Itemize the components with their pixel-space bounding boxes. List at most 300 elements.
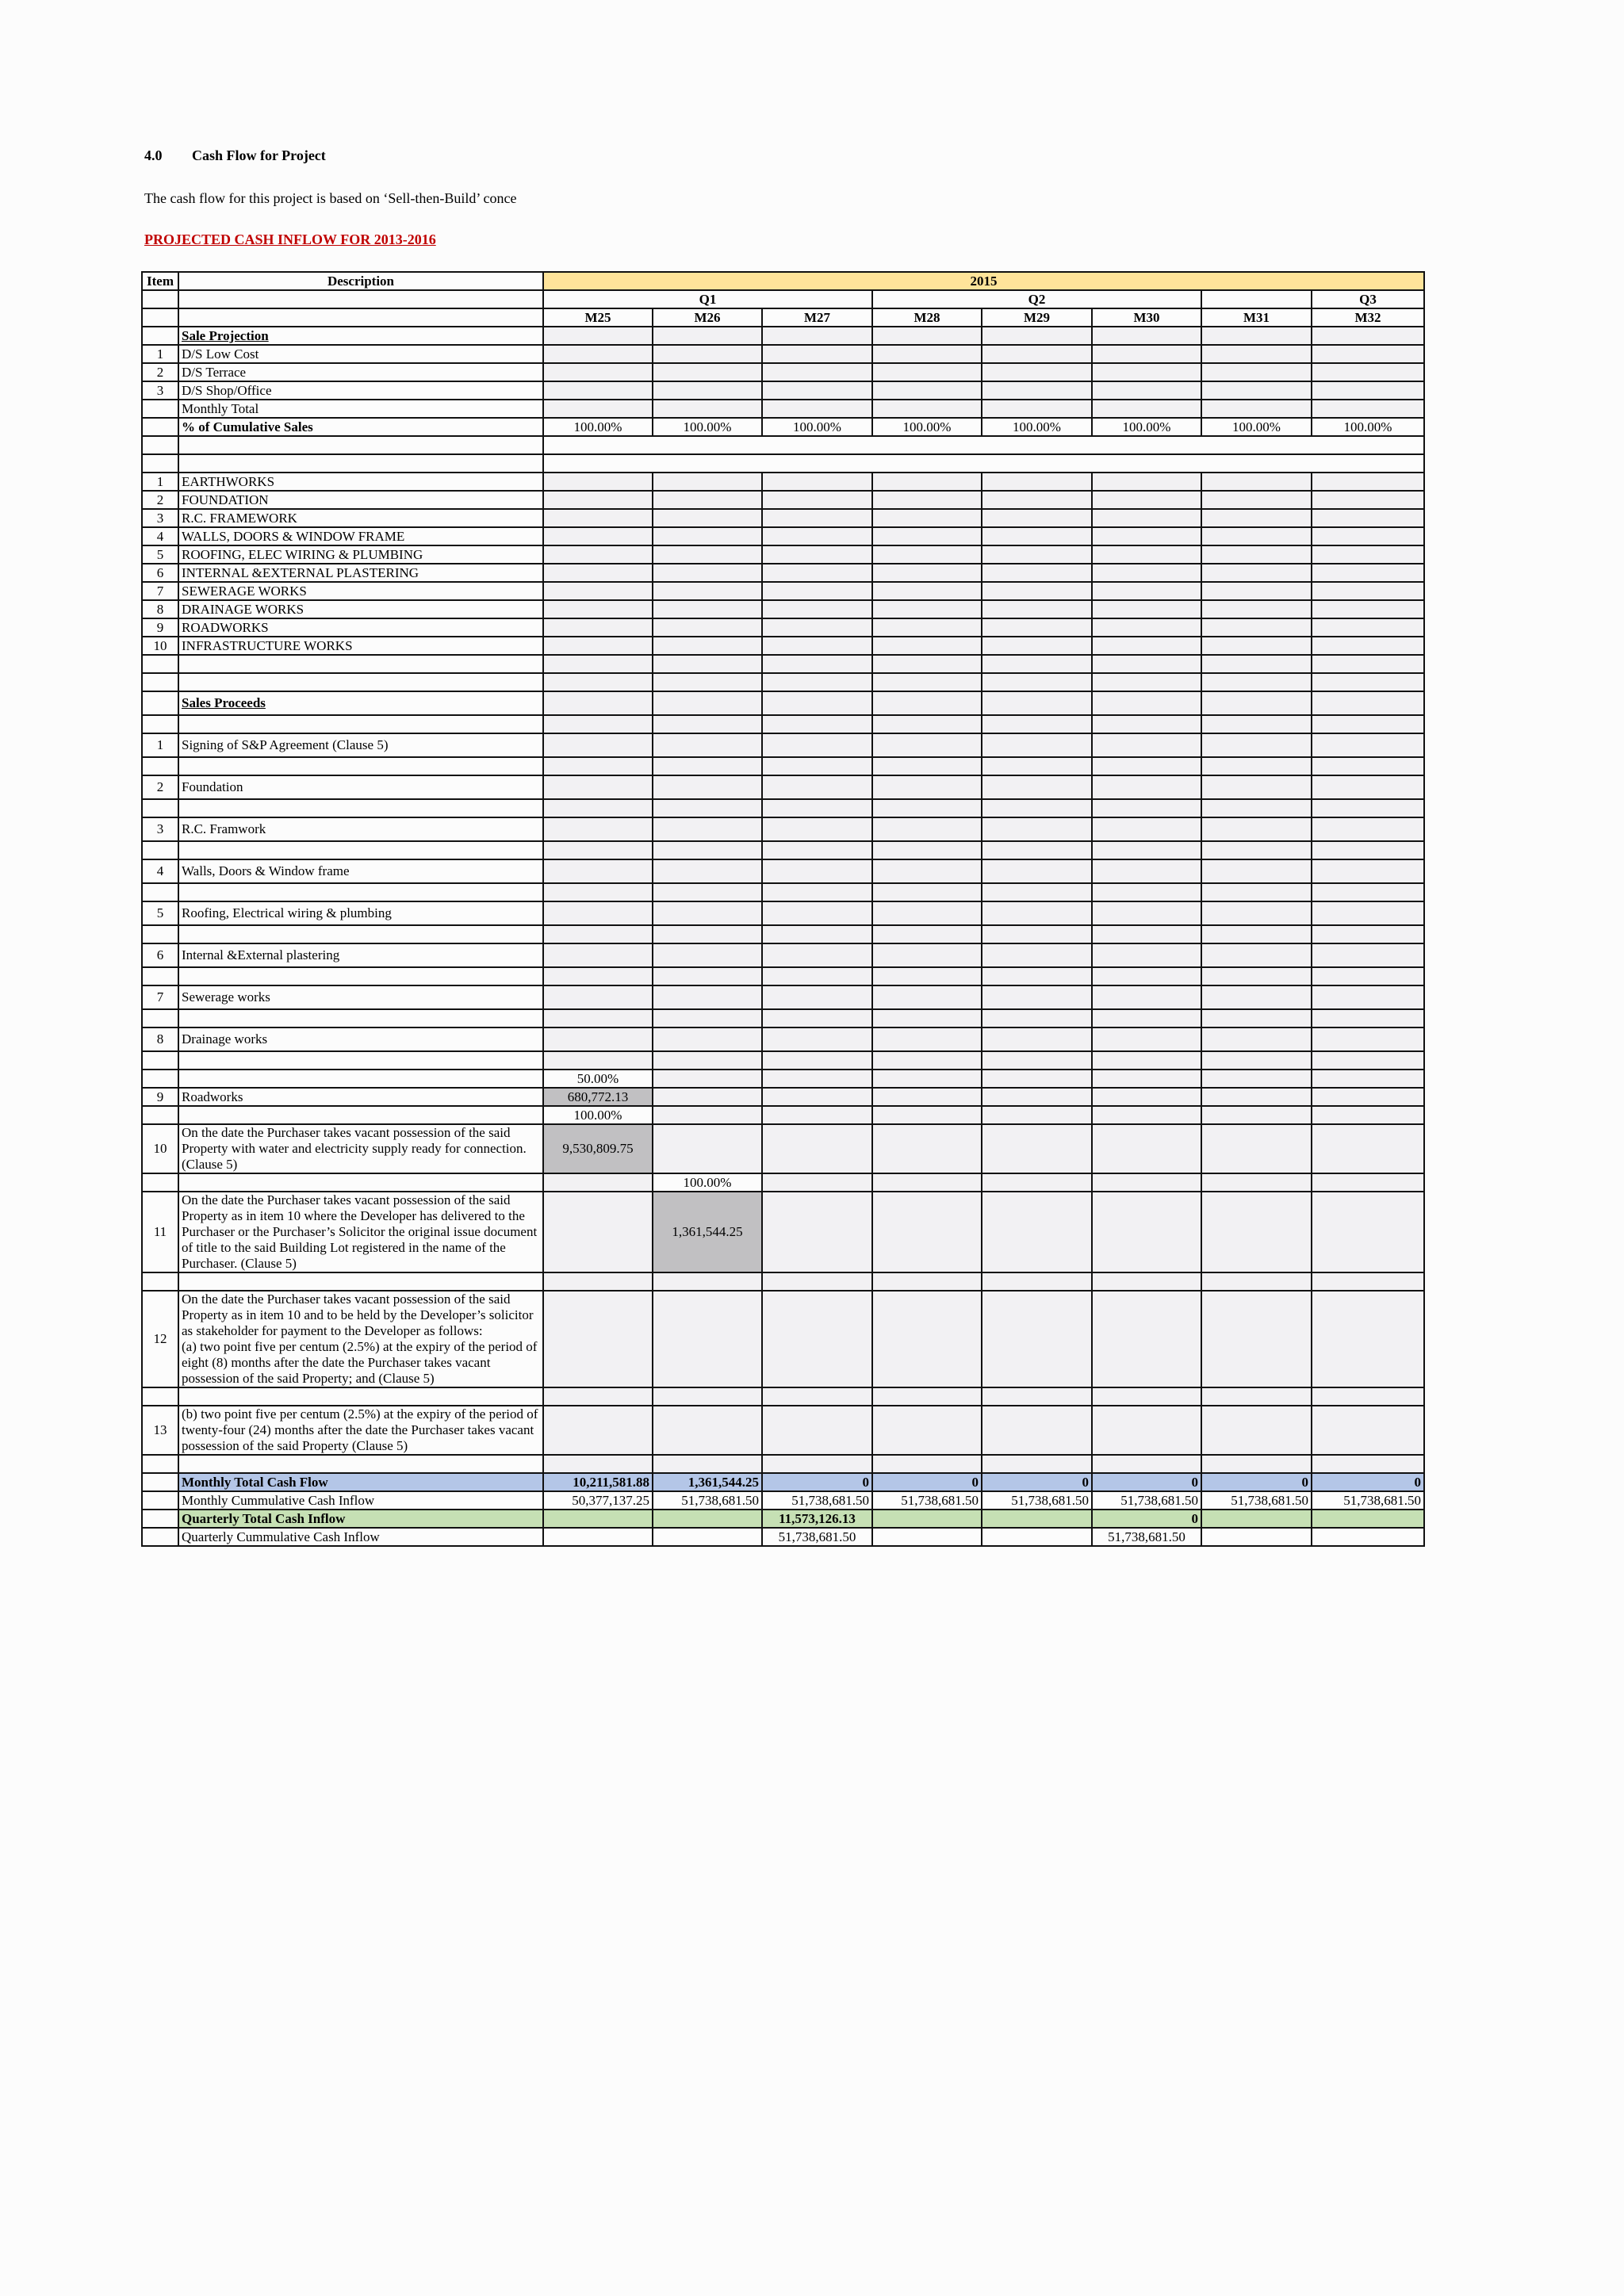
month-cell bbox=[1312, 1027, 1424, 1051]
month-cell bbox=[982, 1291, 1092, 1387]
item-cell bbox=[142, 1510, 178, 1528]
month-cell bbox=[1092, 691, 1201, 715]
item-cell: 4 bbox=[142, 527, 178, 545]
month-cell bbox=[653, 1272, 762, 1291]
month-cell bbox=[762, 925, 872, 943]
month-cell bbox=[1312, 473, 1424, 491]
quarterly-cumulative-q1: 51,738,681.50 bbox=[762, 1528, 872, 1546]
month-cell bbox=[653, 1291, 762, 1387]
month-cell bbox=[982, 967, 1092, 985]
month-cell bbox=[1312, 363, 1424, 381]
month-cell bbox=[982, 363, 1092, 381]
month-cell bbox=[872, 859, 982, 883]
description-cell: Internal &External plastering bbox=[178, 943, 543, 967]
description-cell: % of Cumulative Sales bbox=[178, 418, 543, 436]
monthly-total-value: 0 bbox=[982, 1473, 1092, 1491]
works-row bbox=[142, 545, 1424, 564]
description-cell: Roofing, Electrical wiring & plumbing bbox=[178, 901, 543, 925]
blank-row bbox=[142, 1009, 1424, 1027]
month-header: M30 bbox=[1092, 308, 1201, 327]
header-year: 2015 bbox=[543, 272, 1424, 290]
month-cell bbox=[982, 527, 1092, 545]
description-cell: DRAINAGE WORKS bbox=[178, 600, 543, 618]
month-cell bbox=[1092, 327, 1201, 345]
month-cell bbox=[1092, 473, 1201, 491]
description-cell: R.C. Framwork bbox=[178, 817, 543, 841]
month-cell bbox=[653, 943, 762, 967]
month-cell bbox=[762, 817, 872, 841]
month-cell bbox=[1312, 859, 1424, 883]
month-cell bbox=[543, 582, 653, 600]
month-cell bbox=[653, 582, 762, 600]
month-cell bbox=[1201, 509, 1312, 527]
month-cell bbox=[982, 1051, 1092, 1070]
month-cell bbox=[653, 1009, 762, 1027]
month-cell bbox=[1312, 715, 1424, 733]
sales-proceeds-title: Sales Proceeds bbox=[178, 691, 543, 715]
month-cell bbox=[1201, 381, 1312, 400]
monthly-total-value: 10,211,581.88 bbox=[543, 1473, 653, 1491]
month-cell bbox=[762, 1027, 872, 1051]
sale-row bbox=[142, 381, 1424, 400]
month-cell bbox=[872, 345, 982, 363]
month-cell bbox=[1312, 799, 1424, 817]
month-cell bbox=[1312, 655, 1424, 673]
works-row bbox=[142, 637, 1424, 655]
month-cell bbox=[982, 509, 1092, 527]
month-cell bbox=[982, 883, 1092, 901]
sale-row bbox=[142, 363, 1424, 381]
header-row bbox=[142, 272, 1424, 290]
blank-row bbox=[142, 715, 1424, 733]
month-cell bbox=[1201, 1009, 1312, 1027]
month-cell bbox=[872, 381, 982, 400]
monthly-total-value: 1,361,544.25 bbox=[653, 1473, 762, 1491]
description-cell bbox=[178, 454, 543, 473]
description-cell: Quarterly Total Cash Inflow bbox=[178, 1510, 543, 1528]
month-cell bbox=[1092, 901, 1201, 925]
description-cell bbox=[178, 1387, 543, 1406]
month-cell bbox=[1312, 564, 1424, 582]
month-cell bbox=[762, 715, 872, 733]
item-cell bbox=[142, 1473, 178, 1491]
month-cell bbox=[543, 943, 653, 967]
month-cell bbox=[1092, 817, 1201, 841]
month-cell bbox=[543, 925, 653, 943]
works-row bbox=[142, 473, 1424, 491]
month-cell bbox=[1201, 925, 1312, 943]
item-cell: 12 bbox=[142, 1291, 178, 1387]
month-cell bbox=[872, 1070, 982, 1088]
month-cell bbox=[1092, 1272, 1201, 1291]
proceeds-row bbox=[142, 1027, 1424, 1051]
month-cell bbox=[1312, 1070, 1424, 1088]
month-cell bbox=[543, 527, 653, 545]
description-cell: INTERNAL &EXTERNAL PLASTERING bbox=[178, 564, 543, 582]
month-cell bbox=[543, 841, 653, 859]
month-cell bbox=[1312, 943, 1424, 967]
month-cell bbox=[1201, 1070, 1312, 1088]
month-cell bbox=[762, 673, 872, 691]
month-cell bbox=[1201, 1406, 1312, 1455]
month-cell bbox=[1312, 1291, 1424, 1387]
item-cell bbox=[142, 925, 178, 943]
blank-row bbox=[142, 1051, 1424, 1070]
month-cell bbox=[653, 1070, 762, 1088]
month-cell bbox=[1312, 509, 1424, 527]
month-cell bbox=[982, 345, 1092, 363]
month-cell bbox=[872, 1272, 982, 1291]
month-cell bbox=[762, 509, 872, 527]
item-cell bbox=[142, 967, 178, 985]
month-cell bbox=[1092, 1027, 1201, 1051]
month-cell bbox=[762, 859, 872, 883]
header-item: Item bbox=[142, 272, 178, 290]
description-cell bbox=[178, 925, 543, 943]
month-cell bbox=[762, 637, 872, 655]
month-cell bbox=[1201, 1088, 1312, 1106]
section-title: Cash Flow for Project bbox=[192, 147, 326, 163]
item-cell bbox=[142, 1272, 178, 1291]
month-cell bbox=[653, 883, 762, 901]
month-cell bbox=[1201, 1106, 1312, 1124]
month-cell bbox=[982, 1455, 1092, 1473]
month-cell bbox=[653, 691, 762, 715]
monthly-total-row bbox=[142, 400, 1424, 418]
month-cell bbox=[653, 509, 762, 527]
month-cell bbox=[1092, 1124, 1201, 1173]
month-cell bbox=[1312, 841, 1424, 859]
month-cell bbox=[762, 345, 872, 363]
month-cell bbox=[872, 327, 982, 345]
cumulative-value: 100.00% bbox=[982, 418, 1092, 436]
item-cell: 2 bbox=[142, 363, 178, 381]
month-cell bbox=[762, 582, 872, 600]
month-cell bbox=[653, 327, 762, 345]
month-cell bbox=[982, 943, 1092, 967]
item13-row bbox=[142, 1406, 1424, 1455]
item-cell bbox=[142, 1528, 178, 1546]
month-cell bbox=[762, 1291, 872, 1387]
description-cell: Walls, Doors & Window frame bbox=[178, 859, 543, 883]
month-cell bbox=[543, 564, 653, 582]
description-cell: EARTHWORKS bbox=[178, 473, 543, 491]
month-cell bbox=[982, 673, 1092, 691]
month-cell bbox=[543, 985, 653, 1009]
item-cell bbox=[142, 1387, 178, 1406]
month-cell bbox=[1201, 345, 1312, 363]
sale-projection-title-row bbox=[142, 327, 1424, 345]
month-cell bbox=[872, 799, 982, 817]
roadworks-pct: 50.00% bbox=[543, 1070, 653, 1088]
monthly-cumulative-value: 51,738,681.50 bbox=[653, 1491, 762, 1510]
month-cell bbox=[1312, 345, 1424, 363]
item-cell bbox=[142, 883, 178, 901]
item-cell: 9 bbox=[142, 618, 178, 637]
month-cell bbox=[1201, 817, 1312, 841]
month-cell bbox=[872, 715, 982, 733]
monthly-cumulative-row bbox=[142, 1491, 1424, 1510]
month-cell bbox=[1092, 883, 1201, 901]
item-cell: 10 bbox=[142, 637, 178, 655]
month-cell bbox=[872, 775, 982, 799]
month-cell bbox=[653, 1455, 762, 1473]
month-cell bbox=[1312, 1173, 1424, 1192]
month-cell bbox=[1092, 618, 1201, 637]
cumulative-value: 100.00% bbox=[653, 418, 762, 436]
item-cell bbox=[142, 400, 178, 418]
works-row bbox=[142, 527, 1424, 545]
month-cell bbox=[872, 925, 982, 943]
month-header: M32 bbox=[1312, 308, 1424, 327]
item-cell: 6 bbox=[142, 564, 178, 582]
month-cell bbox=[1201, 859, 1312, 883]
month-cell bbox=[982, 1009, 1092, 1027]
month-cell bbox=[762, 775, 872, 799]
month-cell bbox=[1092, 985, 1201, 1009]
month-cell bbox=[982, 1070, 1092, 1088]
month-cell bbox=[543, 637, 653, 655]
description-cell: ROADWORKS bbox=[178, 618, 543, 637]
month-cell bbox=[872, 901, 982, 925]
month-cell bbox=[872, 967, 982, 985]
month-cell bbox=[762, 381, 872, 400]
month-cell bbox=[1201, 775, 1312, 799]
item-cell bbox=[142, 1491, 178, 1510]
month-header: M25 bbox=[543, 308, 653, 327]
month-cell bbox=[762, 473, 872, 491]
proceeds-row bbox=[142, 943, 1424, 967]
month-cell bbox=[1092, 363, 1201, 381]
proceeds-row bbox=[142, 985, 1424, 1009]
blank-row bbox=[142, 673, 1424, 691]
header-description: Description bbox=[178, 272, 543, 290]
month-cell bbox=[762, 1406, 872, 1455]
quarterly-total-q2: 0 bbox=[1092, 1510, 1201, 1528]
month-cell bbox=[543, 1455, 653, 1473]
month-cell bbox=[872, 1192, 982, 1272]
cumulative-value: 100.00% bbox=[762, 418, 872, 436]
description-cell bbox=[178, 1051, 543, 1070]
quarterly-cumulative-row bbox=[142, 1528, 1424, 1546]
month-header: M27 bbox=[762, 308, 872, 327]
month-cell bbox=[543, 775, 653, 799]
description-cell bbox=[178, 436, 543, 454]
month-cell bbox=[872, 1173, 982, 1192]
roadworks-row bbox=[142, 1088, 1424, 1106]
month-cell bbox=[1312, 817, 1424, 841]
month-cell bbox=[653, 545, 762, 564]
blank-row bbox=[142, 757, 1424, 775]
month-cell bbox=[1312, 967, 1424, 985]
month-cell bbox=[543, 600, 653, 618]
month-cell bbox=[1201, 733, 1312, 757]
item-cell bbox=[142, 691, 178, 715]
month-cell bbox=[1312, 1088, 1424, 1106]
quarterly-total-q1: 11,573,126.13 bbox=[762, 1510, 872, 1528]
month-cell bbox=[982, 1528, 1092, 1546]
month-cell bbox=[653, 527, 762, 545]
intro-text: The cash flow for this project is based on ‘Sell-then-Build’ conce bbox=[144, 190, 517, 206]
section-number: 4.0 bbox=[144, 147, 163, 163]
month-cell bbox=[982, 925, 1092, 943]
description-cell: D/S Shop/Office bbox=[178, 381, 543, 400]
item-cell: 7 bbox=[142, 582, 178, 600]
month-cell bbox=[872, 1510, 982, 1528]
month-cell bbox=[982, 817, 1092, 841]
month-cell bbox=[872, 509, 982, 527]
month-cell bbox=[653, 859, 762, 883]
item-cell bbox=[142, 841, 178, 859]
month-cell bbox=[1092, 925, 1201, 943]
monthly-cumulative-value: 51,738,681.50 bbox=[872, 1491, 982, 1510]
item-cell bbox=[142, 1070, 178, 1088]
item-cell: 5 bbox=[142, 545, 178, 564]
month-cell bbox=[543, 901, 653, 925]
month-cell bbox=[543, 618, 653, 637]
description-cell: Monthly Cummulative Cash Inflow bbox=[178, 1491, 543, 1510]
description-cell: Quarterly Cummulative Cash Inflow bbox=[178, 1528, 543, 1546]
month-cell bbox=[1092, 1009, 1201, 1027]
quarter-q2: Q2 bbox=[872, 290, 1201, 308]
roadworks-value: 680,772.13 bbox=[543, 1088, 653, 1106]
month-cell bbox=[543, 715, 653, 733]
quarterly-cumulative-q2: 51,738,681.50 bbox=[1092, 1528, 1201, 1546]
month-cell bbox=[982, 618, 1092, 637]
month-cell bbox=[982, 637, 1092, 655]
month-cell bbox=[653, 715, 762, 733]
month-cell bbox=[872, 733, 982, 757]
cumulative-value: 100.00% bbox=[1092, 418, 1201, 436]
month-cell bbox=[653, 1027, 762, 1051]
month-cell bbox=[872, 582, 982, 600]
monthly-total-value: 0 bbox=[1201, 1473, 1312, 1491]
month-cell bbox=[543, 817, 653, 841]
cumulative-value: 100.00% bbox=[1201, 418, 1312, 436]
month-cell bbox=[653, 1406, 762, 1455]
month-cell bbox=[762, 883, 872, 901]
month-cell bbox=[1312, 1387, 1424, 1406]
item-cell: 9 bbox=[142, 1088, 178, 1106]
works-row bbox=[142, 491, 1424, 509]
month-cell bbox=[872, 757, 982, 775]
item10-pct: 100.00% bbox=[543, 1106, 653, 1124]
description-cell bbox=[178, 1455, 543, 1473]
month-cell bbox=[543, 327, 653, 345]
description-cell: D/S Low Cost bbox=[178, 345, 543, 363]
spacer-cell bbox=[543, 454, 1424, 473]
month-cell bbox=[653, 817, 762, 841]
month-cell bbox=[982, 327, 1092, 345]
item10-value: 9,530,809.75 bbox=[543, 1124, 653, 1173]
month-cell bbox=[543, 859, 653, 883]
month-cell bbox=[543, 473, 653, 491]
blank-row bbox=[142, 1455, 1424, 1473]
month-cell bbox=[1312, 1192, 1424, 1272]
month-cell bbox=[1201, 943, 1312, 967]
month-cell bbox=[1312, 1272, 1424, 1291]
month-cell bbox=[1092, 673, 1201, 691]
month-cell bbox=[872, 1528, 982, 1546]
month-cell bbox=[982, 1387, 1092, 1406]
month-cell bbox=[762, 527, 872, 545]
month-cell bbox=[762, 1124, 872, 1173]
month-cell bbox=[762, 901, 872, 925]
month-cell bbox=[872, 545, 982, 564]
month-cell bbox=[1312, 733, 1424, 757]
month-cell bbox=[1092, 943, 1201, 967]
description-cell: Foundation bbox=[178, 775, 543, 799]
description-cell: D/S Terrace bbox=[178, 363, 543, 381]
month-cell bbox=[1201, 527, 1312, 545]
blank-row bbox=[142, 1387, 1424, 1406]
month-cell bbox=[543, 757, 653, 775]
month-header: M31 bbox=[1201, 308, 1312, 327]
month-cell bbox=[1092, 1070, 1201, 1088]
month-cell bbox=[762, 1455, 872, 1473]
item-cell bbox=[142, 1106, 178, 1124]
month-cell bbox=[1092, 841, 1201, 859]
description-cell bbox=[178, 1106, 543, 1124]
month-cell bbox=[872, 673, 982, 691]
item-cell bbox=[142, 1009, 178, 1027]
month-cell bbox=[543, 799, 653, 817]
month-cell bbox=[982, 400, 1092, 418]
month-cell bbox=[982, 600, 1092, 618]
month-cell bbox=[1312, 985, 1424, 1009]
month-cell bbox=[1201, 799, 1312, 817]
month-cell bbox=[543, 363, 653, 381]
month-cell bbox=[762, 564, 872, 582]
month-cell bbox=[762, 363, 872, 381]
month-cell bbox=[1312, 1455, 1424, 1473]
description-cell: R.C. FRAMEWORK bbox=[178, 509, 543, 527]
month-cell bbox=[653, 967, 762, 985]
month-cell bbox=[872, 1124, 982, 1173]
month-cell bbox=[653, 985, 762, 1009]
month-cell bbox=[653, 799, 762, 817]
description-cell: Roadworks bbox=[178, 1088, 543, 1106]
item-cell bbox=[142, 436, 178, 454]
item-cell: 2 bbox=[142, 775, 178, 799]
month-cell bbox=[653, 757, 762, 775]
month-cell bbox=[653, 1528, 762, 1546]
month-cell bbox=[543, 1406, 653, 1455]
month-cell bbox=[1092, 564, 1201, 582]
month-cell bbox=[1201, 545, 1312, 564]
month-cell bbox=[653, 925, 762, 943]
item-cell: 8 bbox=[142, 1027, 178, 1051]
works-row bbox=[142, 564, 1424, 582]
month-cell bbox=[653, 901, 762, 925]
month-cell bbox=[1201, 1051, 1312, 1070]
month-cell bbox=[762, 655, 872, 673]
month-header: M29 bbox=[982, 308, 1092, 327]
quarter-q1: Q1 bbox=[543, 290, 872, 308]
month-cell bbox=[1092, 527, 1201, 545]
month-cell bbox=[1092, 859, 1201, 883]
cumulative-sales-row bbox=[142, 418, 1424, 436]
month-cell bbox=[1201, 1510, 1312, 1528]
description-cell: WALLS, DOORS & WINDOW FRAME bbox=[178, 527, 543, 545]
month-cell bbox=[872, 363, 982, 381]
proceeds-row bbox=[142, 817, 1424, 841]
month-header: M28 bbox=[872, 308, 982, 327]
month-cell bbox=[1092, 345, 1201, 363]
month-cell bbox=[543, 491, 653, 509]
month-cell bbox=[982, 1173, 1092, 1192]
month-cell bbox=[543, 1510, 653, 1528]
